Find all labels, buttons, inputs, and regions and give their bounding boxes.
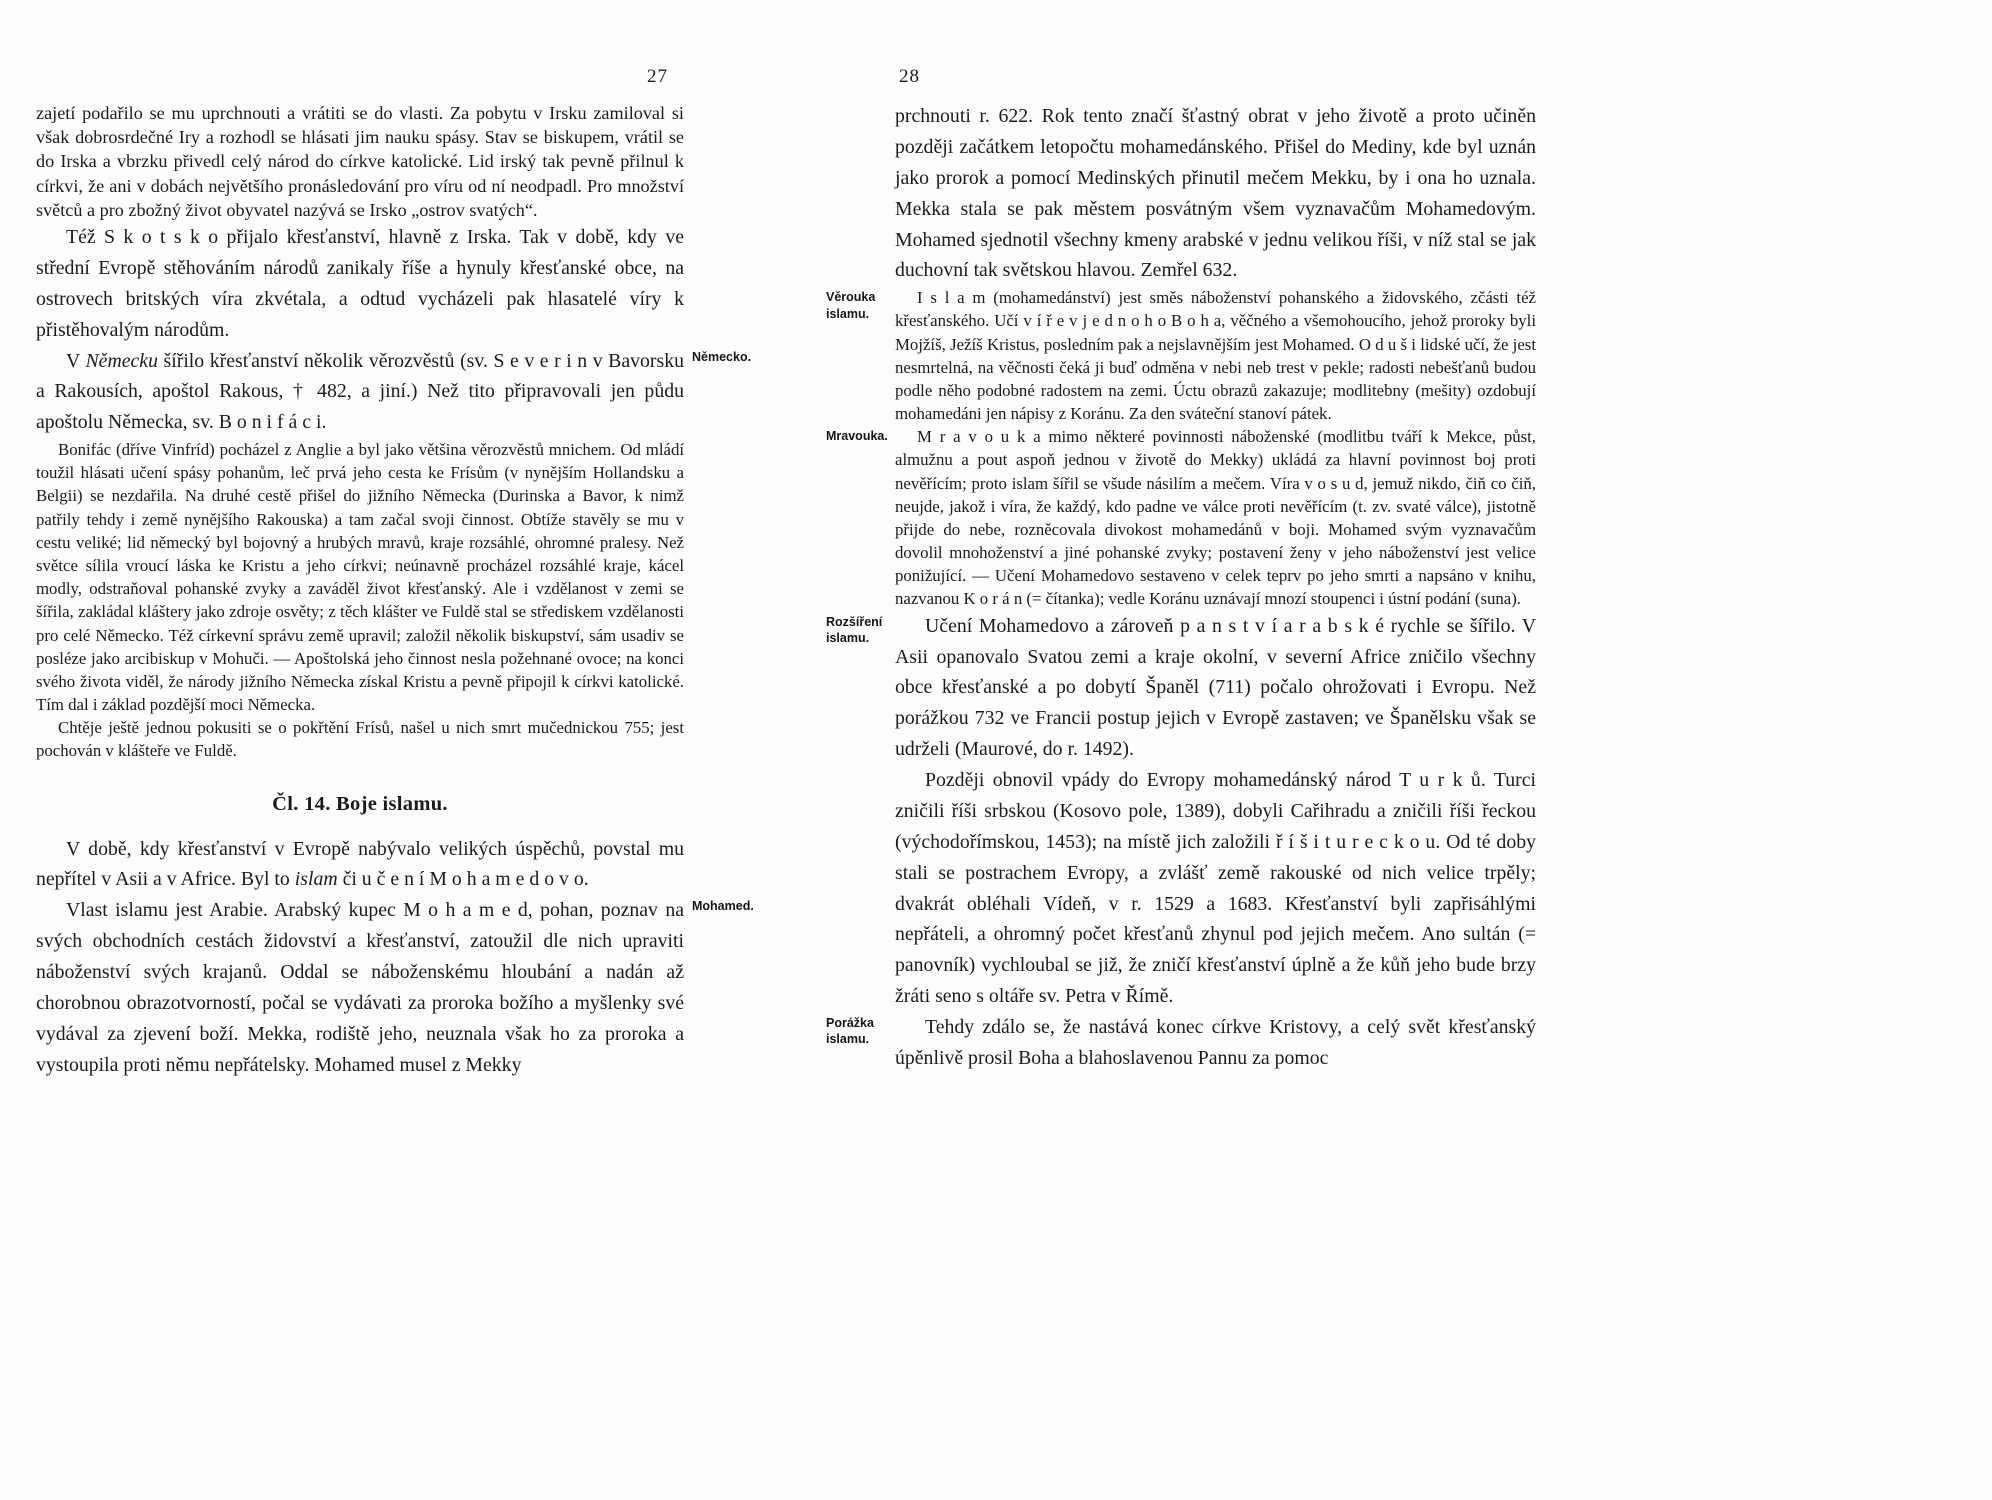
text-run: Tehdy zdálo se, že nastává konec církve Kristovy, a celý svět křesťanský úpěnlivě prosil Boha a blahoslavenou Pannu za pomoc <box>895 1016 1536 1069</box>
paragraph-porazka <box>826 1012 1536 1074</box>
paragraph-verouka <box>826 286 1536 425</box>
margin-note-rozsireni: Rozšíření islamu. <box>826 614 883 645</box>
section-heading: Čl. 14. Boje islamu. <box>272 792 448 815</box>
paragraph-mravouka <box>826 425 1536 610</box>
paragraph-skotsko: Též S k o t s k o přijalo křesťanství, hlavně z Irska. Tak v době, kdy ve střední Evropě stěhováním národů zanikaly říše a hynuly křesťanské obce, na ostrovech britských víra zkvétala, a odtud vycházeli pak hlasatelé víry k přistěhovalým národům. <box>36 226 684 341</box>
paragraph-nemecko <box>36 346 752 439</box>
text-run: Učení Mohamedovo a zároveň p a n s t v í a r a b s k é rychle se šířilo. V Asii opanovalo Svatou zemi a kraje okolní, v severní Africe zničilo všechny obce křesťanské a po dobytí Španěl (711) počalo ohrožovati i Evropu. Než porážkou 732 ve Francii postup jejich v Evropě zastaven; ve Španělsku však se udrželi (Maurové, do r. 1492). <box>895 614 1536 761</box>
margin-note-verouka: Věrouka islamu. <box>826 290 876 321</box>
text-run: V době, kdy křesťanství v Evropě nabývalo velikých úspěchů, povstal mu nepřítel v Asii a v Africe. Byl to <box>36 837 684 891</box>
page-left <box>36 0 754 1081</box>
paragraph-turci: Později obnovil vpády do Evropy mohamedánský národ T u r k ů. Turci zničili říši srbskou (Kosovo pole, 1389), dobyli Cařihradu a zničili říši řeckou (východořímskou, 1453); na místě jich založili ř í š i t u r e c k o u. Od té doby stali se postrachem Evropy, a zvlášť země rakouské od nich velice trpěly; dvakrát obléhali Vídeň, v r. 1529 a 1683. Křesťanství byli zapřisáhlými nepřáteli, a ohromný počet křesťanů zhynul pod jejich mečem. Ano sultán (= panovník) vychloubal se již, že zničí křesťanství úplně a že kůň jeho bude brzy žráti seno s oltáře sv. Petra v Římě. <box>895 769 1536 1008</box>
text-run: šířilo křesťanství několik věrozvěstů (sv. S e v e r i n v Bavorsku a Rakousích, apoštol Rakous, † 482, a jiní.) Než tito připravovali jen půdu apoštolu Německa, sv. B o n i f á c i. <box>36 349 684 434</box>
paragraph-bonifac-end: Chtěje ještě jednou pokusiti se o pokřtění Frísů, našel u nich smrt mučednickou 755; jest pochován v klášteře ve Fuldě. <box>36 718 684 761</box>
paragraph-mohamed <box>36 895 754 1080</box>
text-run: I s l a m (mohamedánství) jest směs náboženství pohanského a židovského, zčásti též křesťanského. Učí v í ř e v j e d n o h o B o h a, věčného a všemohoucího, jehož proroky byli Mojžíš, Ježíš Kristus, posledním pak a nejslavnějším jest Mohamed. O d u š i lidské učí, že jest nesmrtelná, na věčnosti čeká ji buď odměna v nebi neb trest v pekle; radosti nebešťanů budou podle něho podobné radostem na zemi. Úctu obrazů zakazuje; modlitebny (mešity) ozdobují mohamedáni jen nápisy z Koránu. Za den sváteční stanoví pátek. <box>895 288 1536 424</box>
text-run-italic: islam <box>294 868 338 891</box>
text-run: M r a v o u k a mimo některé povinnosti náboženské (modlitbu tváří k Mekce, půst, almužnu a pout aspoň jednou v životě do Mekky) ukládá za hlavní povinnost boj proti nevěřícím; proto islam šířil se všude násilím a mečem. Víra v o s u d, jemuž nikdo, čiň co čiň, neujde, jakož i víra, že každý, kdo padne ve válce proti nevěřícím (t. zv. svaté válce), jistotně přijde do nebe, rozněcovala divokost mohamedánů v boji. Mohamed svým vyznavačům dovolil mnohoženství a jiné pohanské zvyky; postavení ženy v jeho náboženství jest velice ponižující. — Učení Mohamedovo sestaveno v celek teprv po jeho smrti a napsáno v knihu, nazvanou K o r á n (= čítanka); vedle Koránu uznávají mnozí stoupenci i ústní podání (suna). <box>895 427 1536 609</box>
text-run: Vlast islamu jest Arabie. Arabský kupec M o h a m e d, pohan, poznav na svých obchodních cestách židovství a křesťanství, zatoužil dle nich upraviti náboženství svých krajanů. Oddal se náboženskému hloubání a nadán až chorobnou obrazotvorností, počal se vydávati za proroka božího a myšlenky své vydával za zjevení boží. Mekka, rodiště jeho, neuznala však ho za proroka a vystoupila proti němu nepřátelsky. Mohamed musel z Mekky <box>36 899 684 1076</box>
margin-note-porazka: Porážka islamu. <box>826 1016 874 1047</box>
paragraph-islam-intro <box>36 834 684 896</box>
margin-note-mravouka: Mravouka. <box>826 429 888 444</box>
page-right <box>826 0 1536 1074</box>
margin-note-nemecko: Německo. <box>692 349 752 364</box>
text-run: či u č e n í M o h a m e d o v o. <box>337 868 589 891</box>
paragraph-bonifac: Bonifác (dříve Vinfríd) pocházel z Anglie a byl jako většina věrozvěstů mnichem. Od mládí toužil hlásati učení spásy pohanům, leč prvá jeho cesta ke Frísům (v nynějším Hollandsku a Belgii) se nezdařila. Na druhé cestě přišel do jižního Německa (Durinska a Bavor, k nimž patřily tehdy i země nynějšího Rakouska) a tam začal svoji činnost. Obtíže stavěly se mu v cestu veliké; lid německý byl bojovný a hrubých mravů, kraje rozsáhlé, ohromné pralesy. Než světce sílila vroucí láska ke Kristu a jeho církvi; neúnavně procházel rozsáhlé kraje, kácel modly, odstraňoval pohanské zvyky a zaváděl život křesťanský. Ale i vzdělanost v zemi se šířila, zakládal kláštery jako zdroje osvěty; z těch klášter ve Fuldě stal se střediskem vzdělanosti pro celé Německo. Též církevní správu země upravil; založil několik biskupství, sám usadiv se posléze jako arcibiskup v Mohuči. — Apoštolská jeho činnost nesla požehnané ovoce; na konci svého života viděl, že národy jižního Německa získal Kristu a pevně připojil k církvi katolické. Tím dal i základ pozdější moci Německa. <box>36 440 684 715</box>
margin-note-mohamed: Mohamed. <box>692 899 754 914</box>
paragraph-continuation: zajetí podařilo se mu uprchnouti a vrátiti se do vlasti. Za pobytu v Irsku zamiloval si však dobrosrdečné Iry a rozhodl se hlásati jim nauku spásy. Stav se biskupem, vrátil se do Irska a vbrzku přivedl celý národ do církve katolické. Lid irský tak pevně přilnul k církvi, že ani v dobách největšího pronásledování pro víru od ní neodpadl. Pro množství světců a pro zbožný život obyvatel nazývá se Irsko „ostrov svatých“. <box>36 103 684 220</box>
text-run-italic: Německu <box>85 349 158 372</box>
text-run: V <box>66 349 86 372</box>
page-number-left: 27 <box>647 66 668 87</box>
page-number-right: 28 <box>899 66 920 87</box>
paragraph-continuation: prchnouti r. 622. Rok tento značí šťastný obrat v jeho životě a proto učiněn později začátkem letopočtu mohamedánského. Přišel do Mediny, kde byl uznán jako prorok a pomocí Medinských přinutil mečem Mekku, by i ona ho uznala. Mekka stala se pak městem posvátným všem vyznavačům Mohamedovým. Mohamed sjednotil všechny kmeny arabské v jednu velikou říši, v níž stal se jak duchovní tak světskou hlavou. Zemřel 632. <box>895 105 1536 282</box>
paragraph-rozsireni <box>826 611 1536 765</box>
